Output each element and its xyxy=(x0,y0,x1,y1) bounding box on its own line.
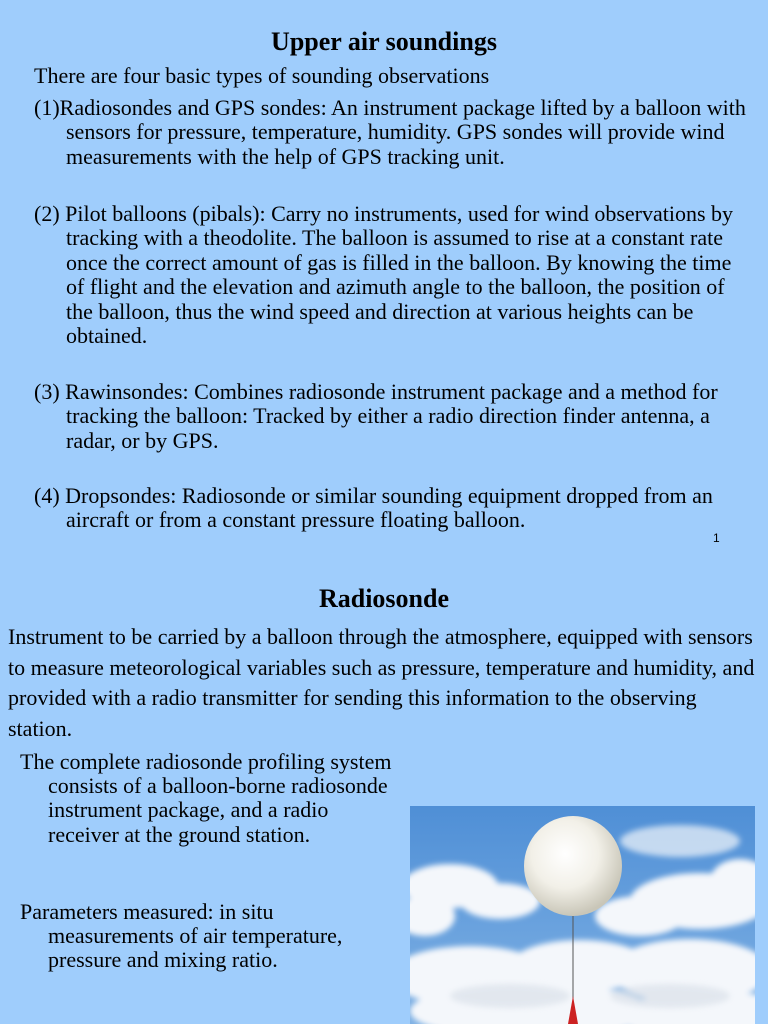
slide-title: Radiosonde xyxy=(318,584,450,613)
definition-text: Instrument to be carried by a balloon through the atmosphere, equipped with sensors to measure meteorological variables such as pressure, temperature and humidity, and provided with a radio transmitter for sending this information to the observing station. xyxy=(8,624,755,741)
bullet-parameters-measured: Parameters measured: in situ measurements of air temperature, pressure and mixing ratio. xyxy=(20,899,343,973)
bullet-profiling-system: The complete radiosonde profiling system consists of a balloon-borne radiosonde instrument package, and a radio receiver at the ground station. xyxy=(20,749,392,847)
slide-title: Upper air soundings xyxy=(271,27,497,56)
intro-text: There are four basic types of sounding observations xyxy=(34,63,490,88)
balloon-shape xyxy=(524,816,622,916)
slide-number: 1 xyxy=(713,531,720,545)
weather-balloon-photo xyxy=(410,806,755,1024)
slide-radiosonde xyxy=(0,560,768,1024)
list-item-pilot-balloons: (2) Pilot balloons (pibals): Carry no instruments, used for wind observations by tracking with a theodolite. The balloon is assumed to rise at a constant rate once the correct amount of gas is filled in the balloon. By knowing the time of flight and the elevation and azimuth angle to the balloon, the position of the balloon, thus the wind speed and direction at various heights can be obtained. xyxy=(34,201,734,349)
list-item-dropsondes: (4) Dropsondes: Radiosonde or similar sounding equipment dropped from an aircraft or from a constant pressure floating balloon. xyxy=(34,483,713,533)
list-item-radiosondes: (1)Radiosondes and GPS sondes: An instrument package lifted by a balloon with sensors for pressure, temperature, humidity. GPS sondes will provide wind measurements with the help of GPS tracking unit. xyxy=(34,95,746,169)
list-item-rawinsondes: (3) Rawinsondes: Combines radiosonde instrument package and a method for tracking the balloon: Tracked by either a radio direction finder antenna, a radar, or by GPS. xyxy=(34,379,718,453)
